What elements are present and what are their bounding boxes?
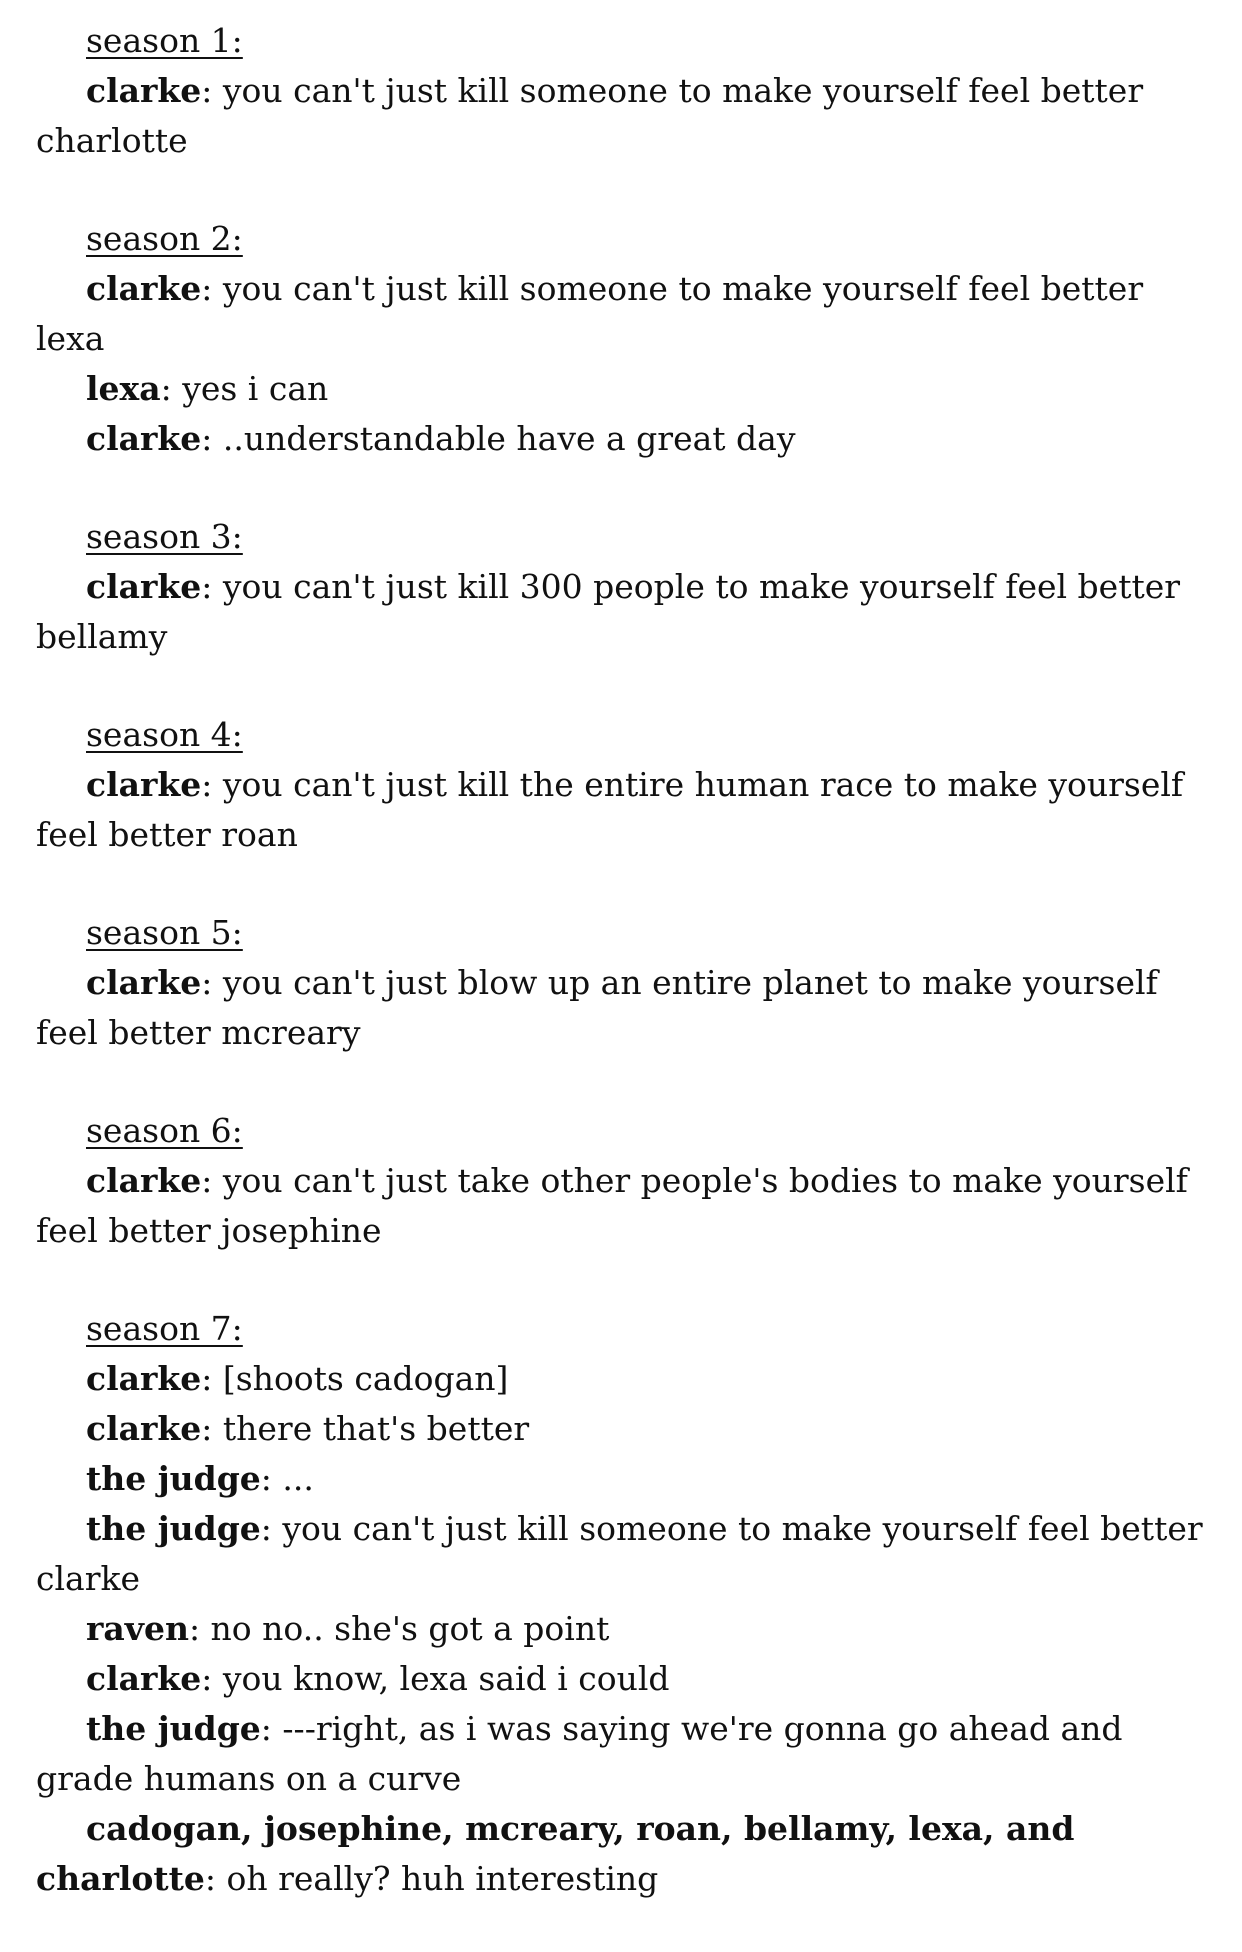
speaker-name: the judge: [86, 1709, 261, 1748]
speaker-name: clarke: [86, 765, 202, 804]
dialogue-text: you can't just take other people's bodies to make yourself feel better josephine: [36, 1161, 1188, 1250]
speaker-name: clarke: [86, 71, 202, 110]
dialogue-line: raven: no no.. she's got a point: [86, 1609, 610, 1648]
dialogue-line: the judge: ---right, as i was saying we're gonna go ahead and grade humans on a curve: [36, 1709, 1123, 1798]
dialogue-text: ..understandable have a great day: [222, 419, 796, 458]
dialogue-line: clarke: you can't just take other people's bodies to make yourself feel better josephine: [36, 1161, 1188, 1250]
season-5: [36, 908, 1206, 1058]
dialogue-text: ...: [282, 1459, 314, 1498]
dialogue-line: clarke: there that's better: [86, 1409, 530, 1448]
dialogue-text: yes i can: [182, 369, 329, 408]
dialogue-text: you can't just kill someone to make yourself feel better clarke: [36, 1509, 1203, 1598]
speaker-name: clarke: [86, 1409, 202, 1448]
speaker-name: clarke: [86, 269, 202, 308]
season-heading: season 6:: [86, 1111, 243, 1150]
season-heading: season 3:: [86, 517, 243, 556]
dialogue-line: the judge: ...: [86, 1459, 314, 1498]
season-heading: season 2:: [86, 219, 243, 258]
script-document: [36, 16, 1206, 1952]
dialogue-text: you can't just blow up an entire planet to make yourself feel better mcreary: [36, 963, 1158, 1052]
speaker-name: lexa: [86, 369, 161, 408]
dialogue-text: [shoots cadogan]: [222, 1359, 509, 1398]
season-6: [36, 1106, 1206, 1256]
dialogue-text: ---right, as i was saying we're gonna go ahead and grade humans on a curve: [36, 1709, 1123, 1798]
dialogue-line: clarke: you know, lexa said i could: [86, 1659, 670, 1698]
speaker-name: clarke: [86, 963, 202, 1002]
dialogue-text: oh really? huh interesting: [226, 1859, 659, 1898]
dialogue-line: clarke: you can't just kill someone to make yourself feel better charlotte: [36, 71, 1144, 160]
speaker-name: clarke: [86, 1359, 202, 1398]
season-heading: season 4:: [86, 715, 243, 754]
dialogue-text: you can't just kill someone to make yourself feel better lexa: [36, 269, 1144, 358]
dialogue-text: you can't just kill someone to make yourself feel better charlotte: [36, 71, 1144, 160]
dialogue-line: clarke: you can't just kill 300 people to make yourself feel better bellamy: [36, 567, 1181, 656]
speaker-name: cadogan, josephine, mcreary, roan, bellamy, lexa, and charlotte: [36, 1809, 1075, 1898]
dialogue-text: you know, lexa said i could: [222, 1659, 670, 1698]
season-3: [36, 512, 1206, 662]
dialogue-line: cadogan, josephine, mcreary, roan, bellamy, lexa, and charlotte: oh really? huh interesting: [36, 1809, 1075, 1898]
season-4: [36, 710, 1206, 860]
season-heading: season 7:: [86, 1309, 243, 1348]
dialogue-text: there that's better: [222, 1409, 530, 1448]
dialogue-text: you can't just kill the entire human race to make yourself feel better roan: [36, 765, 1184, 854]
speaker-name: clarke: [86, 567, 202, 606]
season-7: [36, 1304, 1206, 1904]
season-heading: season 1:: [86, 21, 243, 60]
dialogue-line: clarke: you can't just kill someone to make yourself feel better lexa: [36, 269, 1144, 358]
season-2: [36, 214, 1206, 464]
dialogue-text: you can't just kill 300 people to make yourself feel better bellamy: [36, 567, 1181, 656]
dialogue-line: the judge: you can't just kill someone to make yourself feel better clarke: [36, 1509, 1203, 1598]
speaker-name: the judge: [86, 1509, 261, 1548]
speaker-name: clarke: [86, 1161, 202, 1200]
dialogue-line: lexa: yes i can: [86, 369, 329, 408]
speaker-name: clarke: [86, 419, 202, 458]
dialogue-line: clarke: you can't just kill the entire human race to make yourself feel better roan: [36, 765, 1184, 854]
season-heading: season 5:: [86, 913, 243, 952]
dialogue-line: clarke: you can't just blow up an entire planet to make yourself feel better mcreary: [36, 963, 1158, 1052]
dialogue-text: no no.. she's got a point: [210, 1609, 610, 1648]
dialogue-line: clarke: ..understandable have a great day: [86, 419, 796, 458]
speaker-name: the judge: [86, 1459, 261, 1498]
speaker-name: raven: [86, 1609, 189, 1648]
season-1: [36, 16, 1206, 166]
speaker-name: clarke: [86, 1659, 202, 1698]
dialogue-line: clarke: [shoots cadogan]: [86, 1359, 509, 1398]
